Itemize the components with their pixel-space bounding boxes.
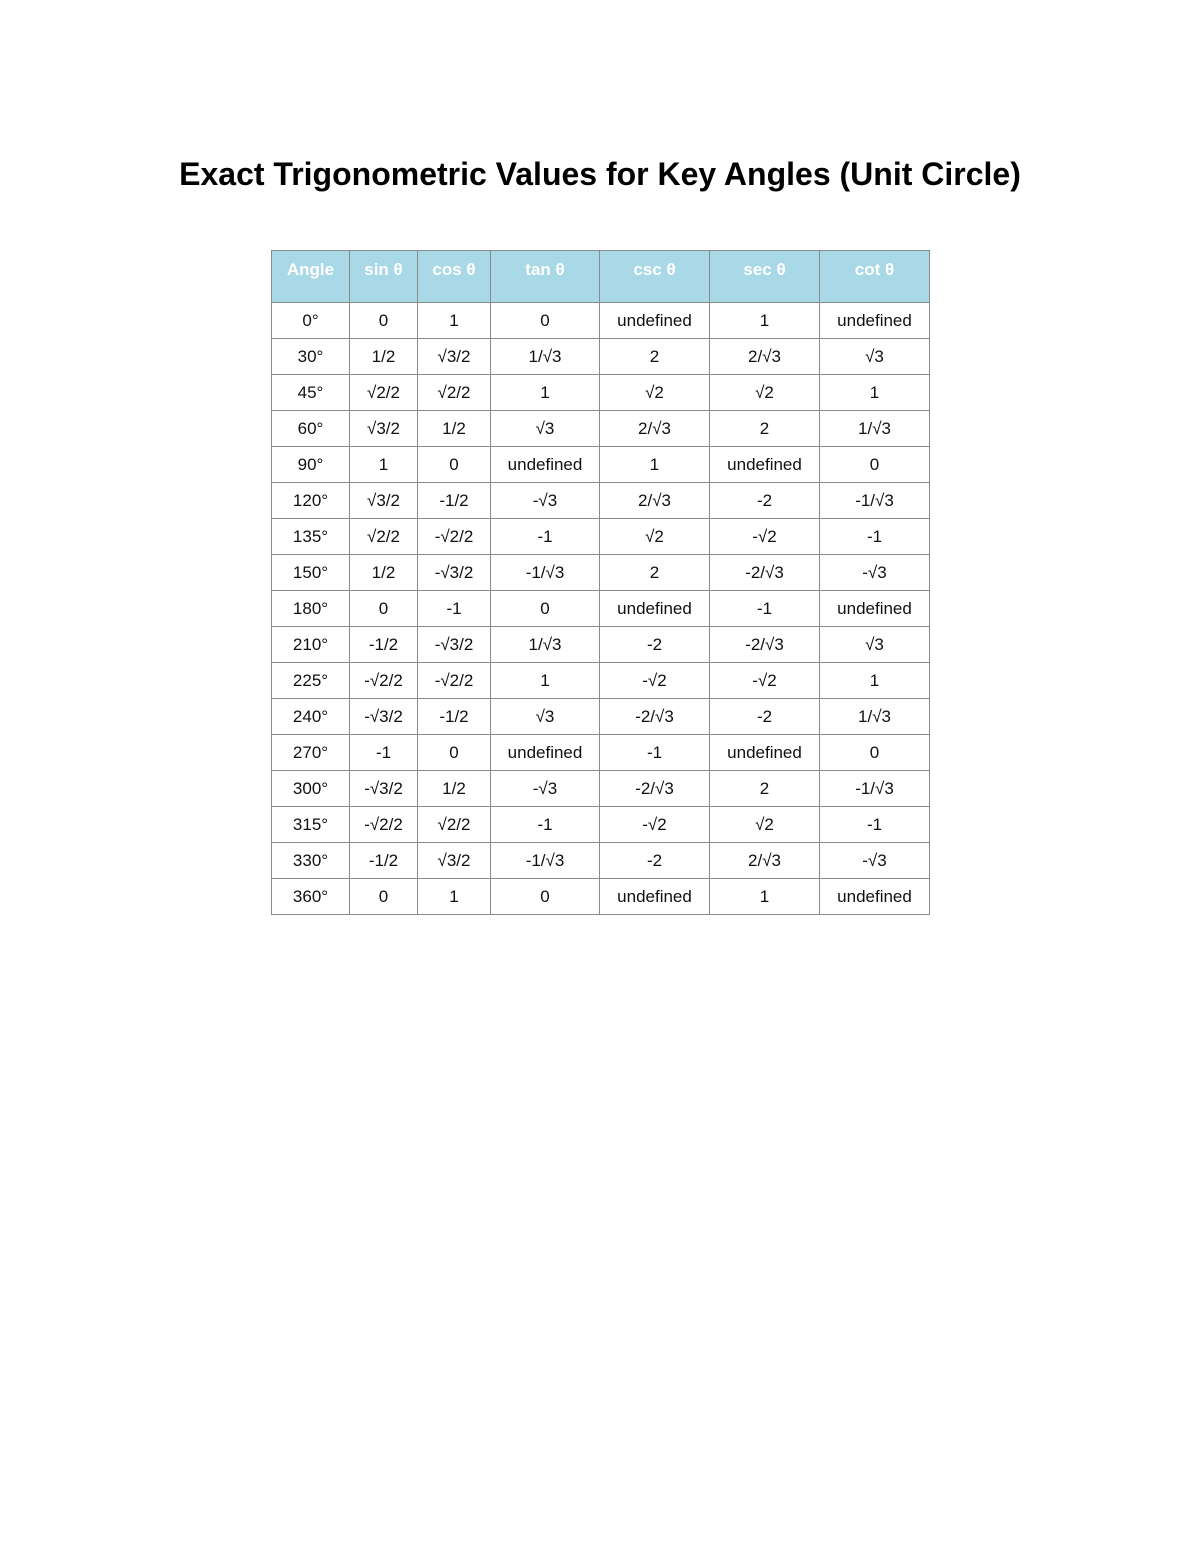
value-cell: 1/√3 [820,699,930,735]
value-cell: √3 [491,699,600,735]
table-row [272,591,930,627]
value-cell: 1/2 [350,339,418,375]
angle-cell: 150° [272,555,350,591]
column-header: cos θ [418,251,491,303]
value-cell: 2/√3 [600,411,710,447]
angle-cell: 315° [272,807,350,843]
value-cell: -√2/2 [350,807,418,843]
value-cell: undefined [710,447,820,483]
table-row [272,771,930,807]
value-cell: √2 [600,519,710,555]
table-row [272,555,930,591]
value-cell: -2 [710,699,820,735]
value-cell: 1 [350,447,418,483]
value-cell: √3 [491,411,600,447]
value-cell: undefined [491,447,600,483]
value-cell: 0 [491,303,600,339]
table-row [272,375,930,411]
angle-cell: 0° [272,303,350,339]
value-cell: 2 [710,411,820,447]
value-cell: √2 [710,375,820,411]
value-cell: 2/√3 [710,339,820,375]
value-cell: undefined [600,303,710,339]
value-cell: 1 [491,375,600,411]
table-row [272,339,930,375]
value-cell: -1 [600,735,710,771]
angle-cell: 180° [272,591,350,627]
value-cell: 1/2 [350,555,418,591]
value-cell: -√2 [600,663,710,699]
value-cell: 1 [820,375,930,411]
table-row [272,699,930,735]
value-cell: -1 [491,807,600,843]
value-cell: 0 [820,447,930,483]
value-cell: -2 [600,627,710,663]
value-cell: -1/2 [350,843,418,879]
value-cell: -2 [600,843,710,879]
value-cell: -√3 [491,771,600,807]
value-cell: √3 [820,339,930,375]
value-cell: -2/√3 [600,771,710,807]
value-cell: -1 [710,591,820,627]
table-row [272,735,930,771]
angle-cell: 360° [272,879,350,915]
value-cell: -√3/2 [350,699,418,735]
value-cell: 1/√3 [491,339,600,375]
value-cell: 0 [418,735,491,771]
angle-cell: 270° [272,735,350,771]
value-cell: 1 [491,663,600,699]
value-cell: 1/2 [418,411,491,447]
value-cell: 0 [350,879,418,915]
value-cell: √3/2 [350,483,418,519]
angle-cell: 240° [272,699,350,735]
angle-cell: 330° [272,843,350,879]
value-cell: 2/√3 [600,483,710,519]
value-cell: 2/√3 [710,843,820,879]
angle-cell: 45° [272,375,350,411]
value-cell: √2/2 [350,519,418,555]
value-cell: -√3/2 [418,627,491,663]
value-cell: -√2 [710,519,820,555]
value-cell: -1 [350,735,418,771]
angle-cell: 120° [272,483,350,519]
table-row [272,807,930,843]
value-cell: -1 [418,591,491,627]
value-cell: 1/√3 [491,627,600,663]
value-cell: -1/2 [350,627,418,663]
value-cell: 0 [491,879,600,915]
table-row [272,447,930,483]
value-cell: undefined [600,879,710,915]
value-cell: -1/√3 [820,771,930,807]
value-cell: √2 [600,375,710,411]
angle-cell: 135° [272,519,350,555]
table-row [272,519,930,555]
value-cell: √3/2 [418,339,491,375]
value-cell: -√2 [600,807,710,843]
page-title: Exact Trigonometric Values for Key Angles (Unit Circle) [179,156,1021,192]
table-row [272,411,930,447]
table-header [272,251,930,303]
value-cell: -√2/2 [350,663,418,699]
value-cell: √2/2 [418,807,491,843]
value-cell: -√3 [820,843,930,879]
value-cell: undefined [820,303,930,339]
angle-cell: 30° [272,339,350,375]
value-cell: -1/√3 [820,483,930,519]
value-cell: -√2 [710,663,820,699]
value-cell: √3 [820,627,930,663]
value-cell: -2/√3 [710,627,820,663]
value-cell: -2/√3 [710,555,820,591]
column-header: csc θ [600,251,710,303]
value-cell: -1/2 [418,483,491,519]
value-cell: undefined [710,735,820,771]
value-cell: -√2/2 [418,519,491,555]
value-cell: -√3 [491,483,600,519]
value-cell: -1/√3 [491,555,600,591]
value-cell: -√3/2 [350,771,418,807]
value-cell: -2 [710,483,820,519]
column-header: tan θ [491,251,600,303]
angle-cell: 225° [272,663,350,699]
value-cell: 0 [350,591,418,627]
value-cell: 1 [418,303,491,339]
trig-values-table [271,250,930,915]
value-cell: undefined [820,591,930,627]
value-cell: -2/√3 [600,699,710,735]
value-cell: √2/2 [418,375,491,411]
column-header: sec θ [710,251,820,303]
value-cell: undefined [820,879,930,915]
table-row [272,627,930,663]
header-row [272,251,930,303]
value-cell: 2 [710,771,820,807]
value-cell: 1 [710,879,820,915]
column-header: sin θ [350,251,418,303]
table-row [272,663,930,699]
value-cell: 0 [350,303,418,339]
value-cell: 1 [820,663,930,699]
value-cell: -1 [820,807,930,843]
value-cell: 1/√3 [820,411,930,447]
table-row [272,303,930,339]
value-cell: 2 [600,555,710,591]
angle-cell: 60° [272,411,350,447]
value-cell: undefined [600,591,710,627]
value-cell: 1/2 [418,771,491,807]
angle-cell: 300° [272,771,350,807]
value-cell: -√2/2 [418,663,491,699]
table-row [272,843,930,879]
value-cell: -1/2 [418,699,491,735]
angle-cell: 210° [272,627,350,663]
value-cell: √3/2 [350,411,418,447]
table-body [272,303,930,915]
value-cell: -1 [820,519,930,555]
value-cell: undefined [491,735,600,771]
value-cell: √3/2 [418,843,491,879]
value-cell: -√3/2 [418,555,491,591]
value-cell: 1 [710,303,820,339]
value-cell: -1/√3 [491,843,600,879]
table-row [272,879,930,915]
table-row [272,483,930,519]
value-cell: 2 [600,339,710,375]
value-cell: √2 [710,807,820,843]
value-cell: 1 [600,447,710,483]
value-cell: 0 [418,447,491,483]
column-header: cot θ [820,251,930,303]
value-cell: -√3 [820,555,930,591]
value-cell: 1 [418,879,491,915]
column-header: Angle [272,251,350,303]
angle-cell: 90° [272,447,350,483]
value-cell: 0 [491,591,600,627]
value-cell: -1 [491,519,600,555]
value-cell: 0 [820,735,930,771]
value-cell: √2/2 [350,375,418,411]
